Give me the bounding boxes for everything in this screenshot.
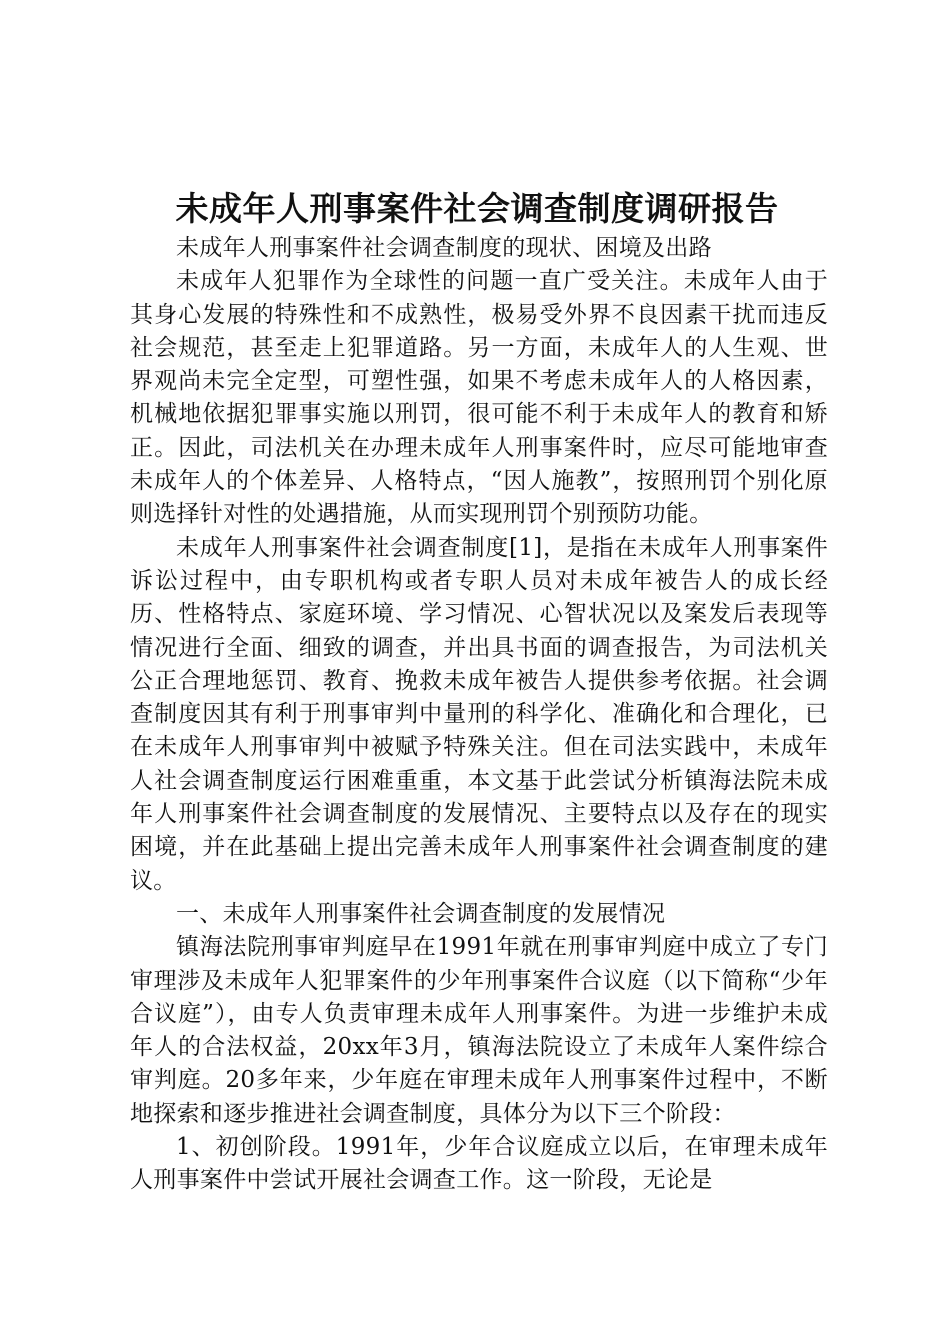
document-page <box>130 186 828 1198</box>
document-title: 未成年人刑事案件社会调查制度调研报告 <box>175 189 779 228</box>
body-paragraph-2: 未成年人刑事案件社会调查制度[1]，是指在未成年人刑事案件诉讼过程中，由专职机构或者专职人员对未成年被告人的成长经历、性格特点、家庭环境、学习情况、心智状况以及案发后表现等情况进行全面、细致的调查，并出具书面的调查报告，为司法机关公正合理地惩罚、教育、挽救未成年被告人提供参考依据。社会调查制度因其有利于刑事审判中量刑的科学化、准确化和合理化，已在未成年人刑事审判中被赋予特殊关注。但在司法实践中，未成年人社会调查制度运行困难重重，本文基于此尝试分析镇海法院未成年人刑事案件社会调查制度的发展情况、主要特点以及存在的现实困境，并在此基础上提出完善未成年人刑事案件社会调查制度的建议。 <box>130 534 828 894</box>
section-heading: 一、未成年人刑事案件社会调查制度的发展情况 <box>176 900 666 927</box>
body-paragraph-1: 未成年人犯罪作为全球性的问题一直广受关注。未成年人由于其身心发展的特殊性和不成熟性，极易受外界不良因素干扰而违反社会规范，甚至走上犯罪道路。另一方面，未成年人的人生观、世界观尚未完全定型，可塑性强，如果不考虑未成年人的人格因素，机械地依据犯罪事实施以刑罚，很可能不利于未成年人的教育和矫正。因此，司法机关在办理未成年人刑事案件时，应尽可能地审查未成年人的个体差异、人格特点，“因人施教”，按照刑罚个别化原则选择针对性的处遇措施，从而实现刑罚个别预防功能。 <box>130 268 828 528</box>
document-subtitle: 未成年人刑事案件社会调查制度的现状、困境及出路 <box>176 235 712 261</box>
body-paragraph-3: 镇海法院刑事审判庭早在1991年就在刑事审判庭中成立了专门审理涉及未成年人犯罪案件的少年刑事案件合议庭（以下简称“少年合议庭”），由专人负责审理未成年人刑事案件。为进一步维护未成年人的合法权益，20xx年3月，镇海法院设立了未成年人案件综合审判庭。20多年来，少年庭在审理未成年人刑事案件过程中，不断地探索和逐步推进社会调查制度，具体分为以下三个阶段： <box>130 934 828 1127</box>
body-paragraph-4: 1、初创阶段。1991年，少年合议庭成立以后，在审理未成年人刑事案件中尝试开展社会调查工作。这一阶段，无论是 <box>130 1134 828 1194</box>
